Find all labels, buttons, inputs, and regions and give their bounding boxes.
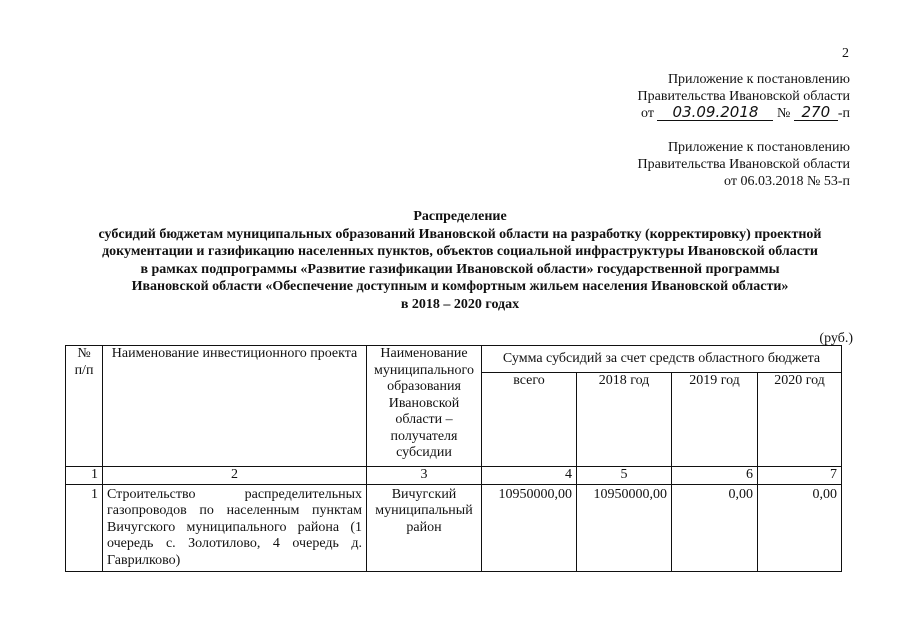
document-title (30, 208, 890, 314)
header-num: № п/п (66, 346, 103, 467)
column-number: 3 (367, 467, 482, 485)
column-number-row (66, 467, 842, 485)
row-num: 1 (66, 484, 103, 571)
column-number: 1 (66, 467, 103, 485)
appendix-current-line2: Правительства Ивановской области (637, 89, 850, 104)
appendix-original-block (638, 139, 850, 190)
row-2019: 0,00 (672, 484, 758, 571)
handwritten-date: 03.09.2018 (657, 105, 773, 121)
header-2020: 2020 год (758, 373, 842, 467)
handwritten-number: 270 (794, 105, 838, 121)
table-row (66, 484, 842, 571)
from-label: от (641, 106, 654, 121)
appendix-current-block (638, 71, 850, 122)
appendix-current-line3 (638, 105, 850, 122)
header-2019: 2019 год (672, 373, 758, 467)
header-total: всего (482, 373, 577, 467)
header-municipality: Наименование муниципального образования Ивановской области – получателя субсидии (367, 346, 482, 467)
appendix-original-line3: от 06.03.2018 № 53-п (724, 174, 850, 189)
currency-unit: (руб.) (819, 331, 853, 346)
column-number: 7 (758, 467, 842, 485)
column-number: 4 (482, 467, 577, 485)
row-2018: 10950000,00 (577, 484, 672, 571)
header-project: Наименование инвестиционного проекта (103, 346, 367, 467)
number-suffix: -п (837, 106, 850, 121)
title-line: Ивановской области «Обеспечение доступным и комфортным жильем населения Ивановской области» (131, 279, 789, 295)
header-sum-group: Сумма субсидий за счет средств областного бюджета (482, 346, 842, 373)
appendix-original-line1: Приложение к постановлению (667, 140, 850, 155)
column-number: 5 (577, 467, 672, 485)
column-number: 6 (672, 467, 758, 485)
row-project: Строительство распределительных газопроводов по населенным пунктам Вичугского муниципального района (1 очередь с. Золотилово, 4 очередь д. Гаврилково) (103, 484, 367, 571)
row-total: 10950000,00 (482, 484, 577, 571)
title-line: в рамках подпрограммы «Развитие газификации Ивановской области» государственной программы (140, 261, 780, 277)
title-line: Распределение (413, 209, 507, 224)
appendix-original-line2: Правительства Ивановской области (637, 157, 850, 172)
number-sign: № (776, 106, 791, 121)
page-number: 2 (842, 46, 849, 61)
row-2020: 0,00 (758, 484, 842, 571)
header-row (66, 346, 842, 373)
title-line: документации и газификацию населенных пунктов, объектов социальной инфраструктуры Ивановской области (102, 244, 818, 260)
column-number: 2 (103, 467, 367, 485)
subsidy-table (65, 345, 842, 572)
appendix-current-line1: Приложение к постановлению (667, 72, 850, 87)
title-line: в 2018 – 2020 годах (400, 296, 520, 312)
title-line: субсидий бюджетам муниципальных образований Ивановской области на разработку (корректировку) проектной (98, 226, 822, 242)
row-municipality: Вичугский муниципальный район (367, 484, 482, 571)
header-2018: 2018 год (577, 373, 672, 467)
